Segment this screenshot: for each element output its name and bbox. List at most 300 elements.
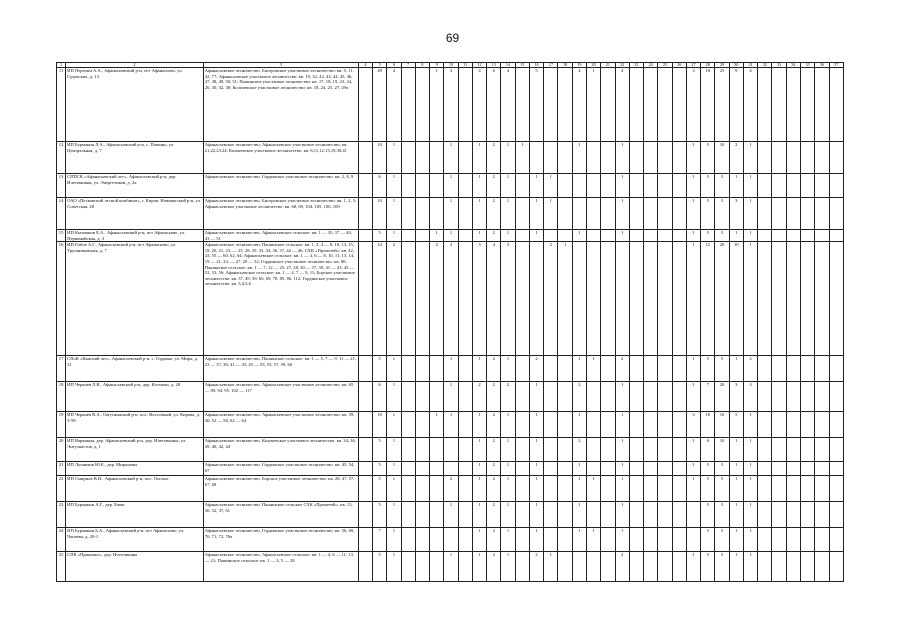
value-cell (644, 174, 658, 198)
value-cell: 7 (373, 528, 387, 552)
value-cell (515, 242, 529, 356)
value-cell (772, 382, 786, 412)
value-cell (430, 382, 444, 412)
value-cell: 2 (529, 356, 543, 382)
row-number-cell: 14 (57, 198, 66, 230)
value-cell (458, 142, 472, 174)
table-row (57, 356, 844, 382)
value-cell: 2 (544, 242, 558, 356)
value-cell (601, 552, 615, 582)
value-cell: 4 (487, 242, 501, 356)
value-cell: 1 (430, 230, 444, 242)
value-cell (672, 462, 686, 476)
location-cell: Афанасьевское лесничество, Афанасьевское участковое лесничество: кв. 21,22,23,24; Кольчевское участковое лесничество: кв. 6,11,12,13,19,30,41 (203, 142, 358, 174)
location-cell: Афанасьевское лесничество, Афанасьевское участковое лесничество: кв. 39, 40, 52 — 58, 62 — 64 (203, 412, 358, 438)
value-cell (815, 502, 829, 528)
value-cell: 5 (529, 68, 543, 142)
value-cell (558, 438, 572, 462)
column-number: 33 (772, 63, 786, 68)
value-cell: 1 (686, 552, 700, 582)
value-cell: 6 (373, 382, 387, 412)
value-cell: 3 (444, 242, 458, 356)
value-cell: 4 (615, 68, 629, 142)
value-cell (401, 528, 415, 552)
value-cell: 9 (729, 68, 743, 142)
value-cell (586, 142, 600, 174)
value-cell (772, 142, 786, 174)
column-number: 14 (501, 63, 515, 68)
value-cell (544, 502, 558, 528)
value-cell: 1 (387, 142, 401, 174)
value-cell (815, 476, 829, 502)
value-cell: 1 (615, 528, 629, 552)
value-cell (458, 438, 472, 462)
value-cell: 1 (686, 476, 700, 502)
value-cell: 1 (615, 142, 629, 174)
value-cell (800, 552, 814, 582)
value-cell (672, 382, 686, 412)
owner-cell: ИП Бурмакин Б.А., Афанасьевский р-н, пгт Афанасьево, ул. Чапаева, д. 20-1 (66, 528, 204, 552)
value-cell (558, 412, 572, 438)
value-cell (415, 230, 429, 242)
value-cell (401, 438, 415, 462)
value-cell: 1 (529, 382, 543, 412)
value-cell: 10 (715, 142, 729, 174)
location-cell: Афанасьевское лесничество, Пашинское сельское: кв. 1, 2, 4 — 8, 10, 13, 15, 18, 20, 21, 23, — 25, 28, 29, 33, 34, 36, 37, 42 — 46, СХК «Прометей»: кв. 42, 43, 55 — 60, 62, 64, Афанасьевское сельское: кв. 1 — 4, 6 — 8, 10, 11, 13, 14, 19 — 21, 23, — 27, 29 — 32, Гординское участковое лесничество: кв. 80; Пашинское сельское: кв. 1 — 7, 12 — 25, 27, 28, 30 — 37, 39, 41 — 43, 45 — 52, 53, 56; Афанасьевское сельское: кв. 1 — 4, 7 — 9, 11; Борское участковое лесничество: кв. 37, 49, 58, 66, 69, 70, 85, 86, 112; Гординское участковое лесничество: кв. 3,4,5,6 (203, 242, 358, 356)
value-cell (829, 142, 844, 174)
column-number: 21 (601, 63, 615, 68)
value-cell: 1 (444, 552, 458, 582)
value-cell (544, 230, 558, 242)
value-cell: 1 (387, 462, 401, 476)
value-cell: 1 (501, 356, 515, 382)
value-cell (415, 68, 429, 142)
value-cell (658, 502, 672, 528)
value-cell (415, 438, 429, 462)
owner-cell: ОАО «Песковский лесной комбинат», г. Киров, Нововятский р-н, ул. Советская, 28 (66, 198, 204, 230)
value-cell: 4 (572, 68, 586, 142)
value-cell: 2 (729, 142, 743, 174)
value-cell: 1 (387, 230, 401, 242)
value-cell: 1 (729, 502, 743, 528)
value-cell: 1 (586, 476, 600, 502)
value-cell: 1 (387, 382, 401, 412)
column-number: 10 (444, 63, 458, 68)
value-cell (786, 242, 800, 356)
value-cell: 1 (572, 356, 586, 382)
value-cell: 1 (472, 356, 486, 382)
value-cell (758, 528, 772, 552)
value-cell (786, 198, 800, 230)
value-cell (800, 438, 814, 462)
value-cell: 1 (743, 198, 757, 230)
value-cell (644, 462, 658, 476)
value-cell (415, 242, 429, 356)
value-cell: 1 (743, 462, 757, 476)
value-cell (430, 502, 444, 528)
value-cell: 1 (743, 142, 757, 174)
value-cell: 1 (572, 412, 586, 438)
value-cell: 1 (472, 528, 486, 552)
value-cell (515, 462, 529, 476)
value-cell (586, 242, 600, 356)
value-cell (800, 198, 814, 230)
value-cell (515, 198, 529, 230)
value-cell (829, 462, 844, 476)
value-cell (658, 476, 672, 502)
value-cell: 1 (444, 142, 458, 174)
value-cell (786, 174, 800, 198)
value-cell: 5 (701, 198, 715, 230)
value-cell: 1 (615, 198, 629, 230)
value-cell: 2 (487, 502, 501, 528)
value-cell (529, 242, 543, 356)
value-cell: 1 (529, 502, 543, 528)
value-cell (658, 438, 672, 462)
value-cell (800, 462, 814, 476)
value-cell: 3 (444, 68, 458, 142)
value-cell (658, 552, 672, 582)
table-row (57, 476, 844, 502)
value-cell: 1 (472, 174, 486, 198)
value-cell: 25 (715, 68, 729, 142)
value-cell: 5 (701, 476, 715, 502)
value-cell: 1 (572, 230, 586, 242)
value-cell (658, 230, 672, 242)
value-cell (601, 230, 615, 242)
value-cell (829, 174, 844, 198)
value-cell: 1 (501, 412, 515, 438)
owner-cell: СПК «Прикамье», дер. Ичетовкины (66, 552, 204, 582)
value-cell (558, 528, 572, 552)
value-cell (458, 242, 472, 356)
value-cell (358, 230, 372, 242)
column-number: 22 (615, 63, 629, 68)
value-cell (458, 382, 472, 412)
value-cell (430, 528, 444, 552)
value-cell: 1 (729, 438, 743, 462)
value-cell (358, 68, 372, 142)
value-cell: 1 (387, 174, 401, 198)
value-cell: 10 (715, 438, 729, 462)
value-cell: 5 (701, 462, 715, 476)
value-cell (515, 356, 529, 382)
value-cell (786, 412, 800, 438)
value-cell (772, 174, 786, 198)
value-cell: 1 (501, 552, 515, 582)
value-cell (672, 528, 686, 552)
value-cell (658, 174, 672, 198)
value-cell: 2 (487, 528, 501, 552)
value-cell (800, 476, 814, 502)
value-cell (658, 528, 672, 552)
value-cell (829, 242, 844, 356)
location-cell: Афанасьевское лесничество, Афанасьевское сельское: кв. 1 — 35, 37 — 40, 43 — 51 (203, 230, 358, 242)
value-cell: 1 (501, 502, 515, 528)
value-cell (815, 356, 829, 382)
value-cell: 2 (487, 438, 501, 462)
owner-cell: ИП Черанёв Л.В., Афанасьевский р-н, дер. Космачи, д. 28 (66, 382, 204, 412)
value-cell (786, 382, 800, 412)
value-cell: 12 (701, 242, 715, 356)
value-cell (415, 552, 429, 582)
value-cell: 1 (558, 242, 572, 356)
value-cell: 10 (373, 198, 387, 230)
value-cell (415, 462, 429, 476)
value-cell (586, 552, 600, 582)
value-cell (415, 382, 429, 412)
value-cell (815, 174, 829, 198)
value-cell: 1 (729, 552, 743, 582)
value-cell: 5 (715, 502, 729, 528)
column-number: 16 (529, 63, 543, 68)
value-cell (672, 142, 686, 174)
value-cell (401, 242, 415, 356)
value-cell: 1 (430, 412, 444, 438)
value-cell: 1 (743, 502, 757, 528)
location-cell: Афанасьевское лесничество, Кольчевское участковое лесничество: кв. 34, 36, 39, 40, 42, 44 (203, 438, 358, 462)
column-number: 17 (544, 63, 558, 68)
value-cell (415, 198, 429, 230)
value-cell: 1 (387, 502, 401, 528)
column-number: 31 (743, 63, 757, 68)
value-cell: 5 (373, 438, 387, 462)
value-cell (615, 242, 629, 356)
value-cell (629, 174, 643, 198)
value-cell (544, 528, 558, 552)
value-cell (401, 356, 415, 382)
value-cell (629, 142, 643, 174)
value-cell: 1 (729, 462, 743, 476)
value-cell (786, 438, 800, 462)
value-cell: 7 (701, 382, 715, 412)
row-number-cell: 15 (57, 230, 66, 242)
value-cell: 5 (715, 198, 729, 230)
value-cell (444, 528, 458, 552)
column-number: 29 (715, 63, 729, 68)
value-cell: 1 (472, 552, 486, 582)
value-cell (786, 230, 800, 242)
value-cell: 5 (701, 142, 715, 174)
value-cell (815, 230, 829, 242)
value-cell (772, 242, 786, 356)
value-cell (815, 552, 829, 582)
value-cell (401, 198, 415, 230)
value-cell (458, 230, 472, 242)
column-number: 2 (66, 63, 204, 68)
value-cell (758, 502, 772, 528)
value-cell (800, 382, 814, 412)
value-cell (558, 552, 572, 582)
value-cell (401, 142, 415, 174)
value-cell (800, 528, 814, 552)
location-cell: Афанасьевское лесничество, Бисеровское участковое лесничество: кв. 5, 11, 42, 77; Афанасьевское участковое лесничество: кв. 10, 32, 42, 43, 44, 45, 46, 47, 48, 49, 50, 51; Пашинское участковое лесничество: кв. 17, 18, 19, 23, 24, 26, 30, 32, 38; Кольчевское участковое лесничество: кв. 18, 24, 25, 27, 29ч (203, 68, 358, 142)
value-cell: 1 (529, 412, 543, 438)
value-cell: 1 (743, 476, 757, 502)
value-cell: 10 (373, 142, 387, 174)
value-cell (358, 502, 372, 528)
value-cell: 1 (529, 528, 543, 552)
column-number: 5 (373, 63, 387, 68)
value-cell (601, 462, 615, 476)
value-cell (544, 142, 558, 174)
value-cell: 5 (715, 356, 729, 382)
value-cell: 1 (501, 528, 515, 552)
owner-cell: ИП Гибов А.Г., Афанасьевский р-н, пгт Афанасьево, ул. Трушниковская, д. 7 (66, 242, 204, 356)
value-cell: 1 (686, 462, 700, 476)
value-cell: 1 (743, 552, 757, 582)
table-row (57, 382, 844, 412)
value-cell: 1 (529, 198, 543, 230)
value-cell (572, 552, 586, 582)
value-cell (601, 502, 615, 528)
value-cell (444, 462, 458, 476)
value-cell: 2 (743, 356, 757, 382)
value-cell (672, 356, 686, 382)
value-cell: 1 (472, 462, 486, 476)
value-cell: 2 (472, 382, 486, 412)
value-cell (358, 438, 372, 462)
value-cell (586, 502, 600, 528)
table-row (57, 198, 844, 230)
value-cell: 5 (701, 502, 715, 528)
value-cell (644, 198, 658, 230)
value-cell: 1 (544, 552, 558, 582)
owner-cell: ИП Варанкин, дер. Афанасьевский р-н, дер. Ичетовкины, ул. Энтузиастов, д. 1 (66, 438, 204, 462)
value-cell: 1 (729, 174, 743, 198)
value-cell: 5 (373, 462, 387, 476)
value-cell (829, 438, 844, 462)
value-cell (815, 242, 829, 356)
location-cell: Афанасьевское лесничество, Гординское участковое лесничество: кв. 56, 69, 70, 71, 72, 76ч (203, 528, 358, 552)
value-cell (629, 230, 643, 242)
value-cell (629, 382, 643, 412)
value-cell (629, 356, 643, 382)
value-cell: 5 (373, 552, 387, 582)
table-row (57, 230, 844, 242)
row-number-cell: 11 (57, 68, 66, 142)
value-cell (544, 438, 558, 462)
value-cell (415, 528, 429, 552)
value-cell (586, 382, 600, 412)
owner-cell: ИП Бурмакин А.Г., дер. Ежва (66, 502, 204, 528)
value-cell (558, 68, 572, 142)
value-cell (544, 462, 558, 476)
value-cell (829, 552, 844, 582)
table-row (57, 502, 844, 528)
value-cell: 2 (487, 142, 501, 174)
value-cell (815, 438, 829, 462)
value-cell (515, 476, 529, 502)
value-cell (401, 552, 415, 582)
value-cell (558, 198, 572, 230)
value-cell (515, 68, 529, 142)
value-cell: 1 (444, 174, 458, 198)
value-cell: 5 (701, 552, 715, 582)
location-cell: Афанасьевское лесничество, Афанасьевское сельское: кв. 1 — 4, 6 — 11, 13 — 21; Пашинское сельское: кв. 1 — 3, 5 — 28 (203, 552, 358, 582)
value-cell (415, 412, 429, 438)
value-cell (800, 68, 814, 142)
value-cell (644, 412, 658, 438)
value-cell (358, 412, 372, 438)
value-cell: 2 (430, 242, 444, 356)
value-cell (629, 198, 643, 230)
value-cell: 1 (743, 242, 757, 356)
row-number-cell: 21 (57, 462, 66, 476)
value-cell: 1 (686, 382, 700, 412)
value-cell: 1 (615, 382, 629, 412)
value-cell: 1 (444, 356, 458, 382)
owner-cell: ИП Лучников Ю.Е., дер. Мироновы (66, 462, 204, 476)
value-cell (415, 356, 429, 382)
value-cell: 10 (715, 412, 729, 438)
value-cell (786, 142, 800, 174)
value-cell: 1 (686, 242, 700, 356)
column-number: 18 (558, 63, 572, 68)
value-cell (430, 356, 444, 382)
value-cell: 1 (444, 230, 458, 242)
value-cell (772, 356, 786, 382)
value-cell: 1 (544, 198, 558, 230)
value-cell: 4 (472, 68, 486, 142)
value-cell (658, 68, 672, 142)
value-cell (758, 242, 772, 356)
value-cell (601, 174, 615, 198)
value-cell (430, 552, 444, 582)
value-cell (544, 412, 558, 438)
value-cell (401, 462, 415, 476)
column-number: 12 (472, 63, 486, 68)
value-cell: 10 (701, 412, 715, 438)
value-cell: 3 (501, 242, 515, 356)
value-cell (786, 528, 800, 552)
value-cell: 2 (487, 462, 501, 476)
value-cell (515, 438, 529, 462)
value-cell (800, 502, 814, 528)
location-cell: Афанасьевское лесничество, Гординское участковое лесничество: кв. 45, 54, 67 (203, 462, 358, 476)
value-cell: 2 (387, 242, 401, 356)
value-cell (458, 412, 472, 438)
value-cell (815, 142, 829, 174)
column-number: 6 (387, 63, 401, 68)
value-cell (458, 198, 472, 230)
value-cell (515, 412, 529, 438)
value-cell: 1 (387, 476, 401, 502)
value-cell: 5 (715, 528, 729, 552)
value-cell (601, 356, 615, 382)
value-cell (815, 198, 829, 230)
value-cell (430, 174, 444, 198)
value-cell: 3 (729, 382, 743, 412)
value-cell: 1 (472, 412, 486, 438)
value-cell (586, 438, 600, 462)
value-cell: 1 (743, 438, 757, 462)
value-cell (358, 552, 372, 582)
column-number: 25 (658, 63, 672, 68)
value-cell: 14 (373, 242, 387, 356)
value-cell (829, 382, 844, 412)
table-row (57, 528, 844, 552)
value-cell (430, 142, 444, 174)
table-row (57, 438, 844, 462)
value-cell (458, 174, 472, 198)
value-cell (515, 528, 529, 552)
value-cell (644, 552, 658, 582)
value-cell (658, 412, 672, 438)
row-number-cell: 17 (57, 356, 66, 382)
value-cell: 1 (501, 198, 515, 230)
value-cell: 1 (444, 382, 458, 412)
